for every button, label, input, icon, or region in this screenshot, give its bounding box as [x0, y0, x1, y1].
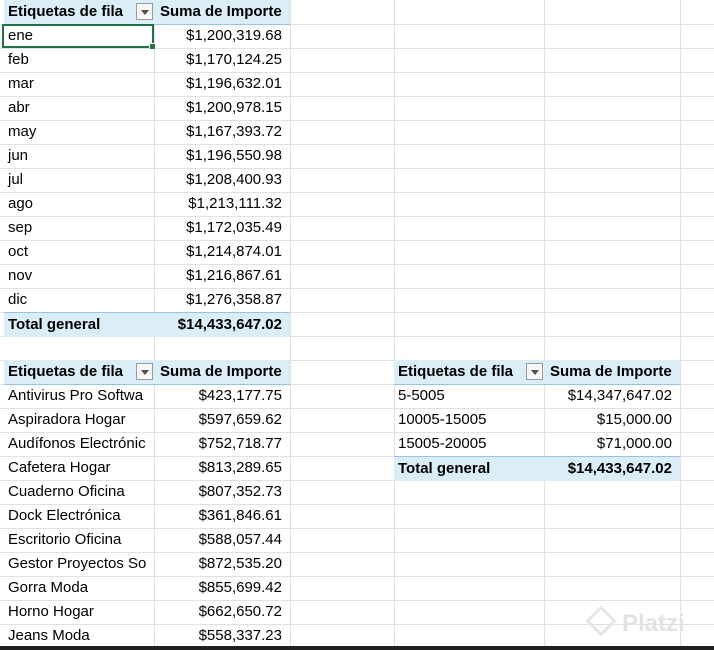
row-label[interactable]: Cafetera Hogar [8, 459, 111, 476]
row-value[interactable]: $14,347,647.02 [567, 387, 672, 404]
watermark [622, 606, 685, 642]
total-value[interactable]: $14,433,647.02 [177, 316, 282, 333]
grand-total-row[interactable] [394, 456, 680, 481]
total-value[interactable]: $14,433,647.02 [567, 460, 672, 477]
row-value[interactable]: $1,216,867.61 [186, 267, 282, 284]
row-label[interactable]: mar [8, 75, 34, 92]
filter-dropdown-button[interactable] [136, 363, 153, 380]
row-value[interactable]: $423,177.75 [198, 387, 282, 404]
row-label[interactable]: may [8, 123, 37, 140]
pivot-header-row [4, 360, 290, 385]
row-value[interactable]: $361,846.61 [198, 507, 282, 524]
row-label[interactable]: 15005-20005 [398, 435, 487, 452]
row-label[interactable]: 10005-15005 [398, 411, 487, 428]
row-labels-header[interactable]: Etiquetas de fila [398, 363, 514, 380]
grand-total-row[interactable] [4, 312, 290, 337]
row-value[interactable]: $752,718.77 [198, 435, 282, 452]
total-label[interactable]: Total general [398, 460, 491, 477]
active-cell-selection[interactable] [2, 24, 154, 48]
row-value[interactable]: $662,650.72 [198, 603, 282, 620]
row-value[interactable]: $71,000.00 [596, 435, 672, 452]
value-header[interactable]: Suma de Importe [550, 363, 672, 380]
row-labels-header[interactable]: Etiquetas de fila [8, 3, 124, 20]
row-value[interactable]: $15,000.00 [596, 411, 672, 428]
filter-dropdown-button[interactable] [526, 363, 543, 380]
row-value[interactable]: $1,200,319.68 [186, 27, 282, 44]
pivot-header-row [394, 360, 680, 385]
row-label[interactable]: abr [8, 99, 30, 116]
row-value[interactable]: $1,213,111.32 [188, 195, 282, 212]
row-label[interactable]: nov [8, 267, 33, 284]
row-label[interactable]: dic [8, 291, 28, 308]
row-value[interactable]: $1,196,550.98 [186, 147, 282, 164]
row-value[interactable]: $1,208,400.93 [186, 171, 282, 188]
row-label[interactable]: Antivirus Pro Softwa [8, 387, 144, 404]
row-value[interactable]: $1,196,632.01 [186, 75, 282, 92]
value-header[interactable]: Suma de Importe [160, 363, 282, 380]
row-value[interactable]: $813,289.65 [198, 459, 282, 476]
row-value[interactable]: $855,699.42 [198, 579, 282, 596]
row-label[interactable]: Horno Hogar [8, 603, 94, 620]
row-label[interactable]: ago [8, 195, 34, 212]
filter-dropdown-button[interactable] [136, 3, 153, 20]
total-label[interactable]: Total general [8, 316, 101, 333]
watermark-text: Platzi [622, 610, 685, 637]
row-labels-header[interactable]: Etiquetas de fila [8, 363, 124, 380]
row-label[interactable]: Gestor Proyectos So [8, 555, 147, 572]
row-value[interactable]: $1,172,035.49 [186, 219, 282, 236]
row-label[interactable]: Escritorio Oficina [8, 531, 122, 548]
row-value[interactable]: $588,057.44 [198, 531, 282, 548]
row-value[interactable]: $1,200,978.15 [186, 99, 282, 116]
row-label[interactable]: Gorra Moda [8, 579, 89, 596]
row-value[interactable]: $558,337.23 [198, 627, 282, 644]
row-value[interactable]: $872,535.20 [198, 555, 282, 572]
row-label[interactable]: jun [8, 147, 29, 164]
bottom-edge-bar [0, 646, 714, 650]
value-header[interactable]: Suma de Importe [160, 3, 282, 20]
row-value[interactable]: $1,170,124.25 [186, 51, 282, 68]
row-value[interactable]: $1,276,358.87 [186, 291, 282, 308]
row-label[interactable]: oct [8, 243, 29, 260]
row-label[interactable]: 5-5005 [398, 387, 445, 404]
row-value[interactable]: $597,659.62 [198, 411, 282, 428]
row-label[interactable]: Aspiradora Hogar [8, 411, 126, 428]
row-value[interactable]: $1,214,874.01 [186, 243, 282, 260]
row-label[interactable]: Audífonos Electrónic [8, 435, 146, 452]
row-label[interactable]: sep [8, 219, 33, 236]
row-label[interactable]: Cuaderno Oficina [8, 483, 125, 500]
row-label[interactable]: Jeans Moda [8, 627, 90, 644]
row-value[interactable]: $807,352.73 [198, 483, 282, 500]
pivot-header-row [4, 0, 290, 25]
row-label[interactable]: jul [8, 171, 24, 188]
row-label[interactable]: feb [8, 51, 29, 68]
row-value[interactable]: $1,167,393.72 [186, 123, 282, 140]
row-label[interactable]: ene [8, 27, 34, 44]
row-label[interactable]: Dock Electrónica [8, 507, 121, 524]
